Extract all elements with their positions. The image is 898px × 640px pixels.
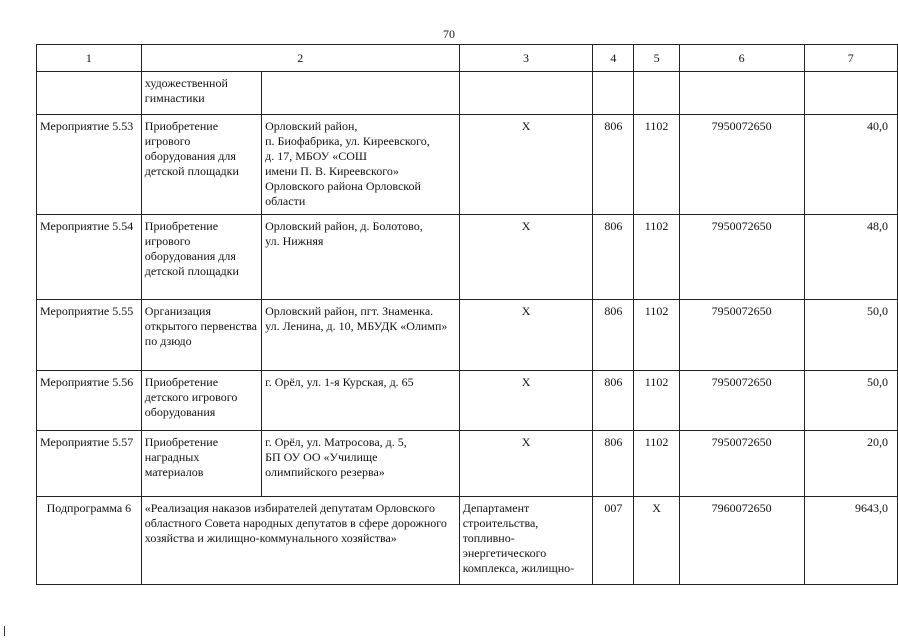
row-location: Орловский район, д. Болотово, ул. Нижняя (262, 215, 460, 300)
row-col7: 40,0 (804, 115, 897, 215)
row-name: Приобретение игрового оборудования для детской площадки (141, 215, 261, 300)
row-col3: Х (459, 431, 593, 497)
row-col4: 806 (593, 300, 634, 371)
page-number: 70 (443, 27, 455, 41)
row-col4: 806 (593, 431, 634, 497)
row-col7: 50,0 (804, 300, 897, 371)
row-col7: 20,0 (804, 431, 897, 497)
row-col3: Х (459, 371, 593, 431)
table-cell (679, 72, 804, 115)
row-code: Мероприятие 5.55 (37, 300, 142, 371)
header-col-1: 1 (37, 45, 142, 72)
continuation-row (37, 72, 898, 115)
row-code: Мероприятие 5.54 (37, 215, 142, 300)
row-col3: Х (459, 300, 593, 371)
row-code: Мероприятие 5.53 (37, 115, 142, 215)
continuation-name: художественной гимнастики (141, 72, 261, 115)
row-code: Мероприятие 5.57 (37, 431, 142, 497)
row-location: Орловский район, пгт. Знаменка. ул. Ленина, д. 10, МБУДК «Олимп» (262, 300, 460, 371)
table-row (37, 371, 898, 431)
subprogram-col6: 7960072650 (679, 497, 804, 585)
table-cell (804, 72, 897, 115)
header-col-2: 2 (141, 45, 459, 72)
row-col6: 7950072650 (679, 115, 804, 215)
row-col6: 7950072650 (679, 371, 804, 431)
scan-edge-mark (4, 626, 5, 636)
row-name: Приобретение наградных материалов (141, 431, 261, 497)
table-row (37, 431, 898, 497)
table-cell (634, 72, 679, 115)
header-col-5: 5 (634, 45, 679, 72)
header-row (37, 45, 898, 72)
table-cell (459, 72, 593, 115)
row-col6: 7950072650 (679, 300, 804, 371)
table-cell (262, 72, 460, 115)
subprogram-col3: Департамент строительства, топливно-энергетического комплекса, жилищно- (459, 497, 593, 585)
table-cell (37, 72, 142, 115)
table-row (37, 115, 898, 215)
row-col4: 806 (593, 215, 634, 300)
row-col5: 1102 (634, 115, 679, 215)
header-col-6: 6 (679, 45, 804, 72)
row-col4: 806 (593, 115, 634, 215)
row-col3: Х (459, 115, 593, 215)
row-col4: 806 (593, 371, 634, 431)
table-cell (593, 72, 634, 115)
subprogram-row (37, 497, 898, 585)
row-col7: 50,0 (804, 371, 897, 431)
header-col-7: 7 (804, 45, 897, 72)
subprogram-description: «Реализация наказов избирателей депутатам Орловского областного Совета народных депутатов в сфере дорожного хозяйства и жилищно-коммунального хозяйства» (141, 497, 459, 585)
table-row (37, 300, 898, 371)
subprogram-col4: 007 (593, 497, 634, 585)
subprogram-col5: Х (634, 497, 679, 585)
table-row (37, 215, 898, 300)
row-col5: 1102 (634, 371, 679, 431)
row-col3: Х (459, 215, 593, 300)
row-name: Организация открытого первенства по дзюдо (141, 300, 261, 371)
row-col5: 1102 (634, 431, 679, 497)
row-location: г. Орёл, ул. 1-я Курская, д. 65 (262, 371, 460, 431)
budget-table (36, 44, 898, 585)
row-col6: 7950072650 (679, 215, 804, 300)
row-col6: 7950072650 (679, 431, 804, 497)
header-col-4: 4 (593, 45, 634, 72)
subprogram-col7: 9643,0 (804, 497, 897, 585)
row-name: Приобретение детского игрового оборудования (141, 371, 261, 431)
row-col5: 1102 (634, 215, 679, 300)
subprogram-code: Подпрограмма 6 (37, 497, 142, 585)
row-location: Орловский район, п. Биофабрика, ул. Киреевского, д. 17, МБОУ «СОШ имени П. В. Киреевского» Орловского района Орловской области (262, 115, 460, 215)
row-location: г. Орёл, ул. Матросова, д. 5, БП ОУ ОО «Училище олимпийского резерва» (262, 431, 460, 497)
row-col7: 48,0 (804, 215, 897, 300)
row-col5: 1102 (634, 300, 679, 371)
row-name: Приобретение игрового оборудования для детской площадки (141, 115, 261, 215)
header-col-3: 3 (459, 45, 593, 72)
row-code: Мероприятие 5.56 (37, 371, 142, 431)
